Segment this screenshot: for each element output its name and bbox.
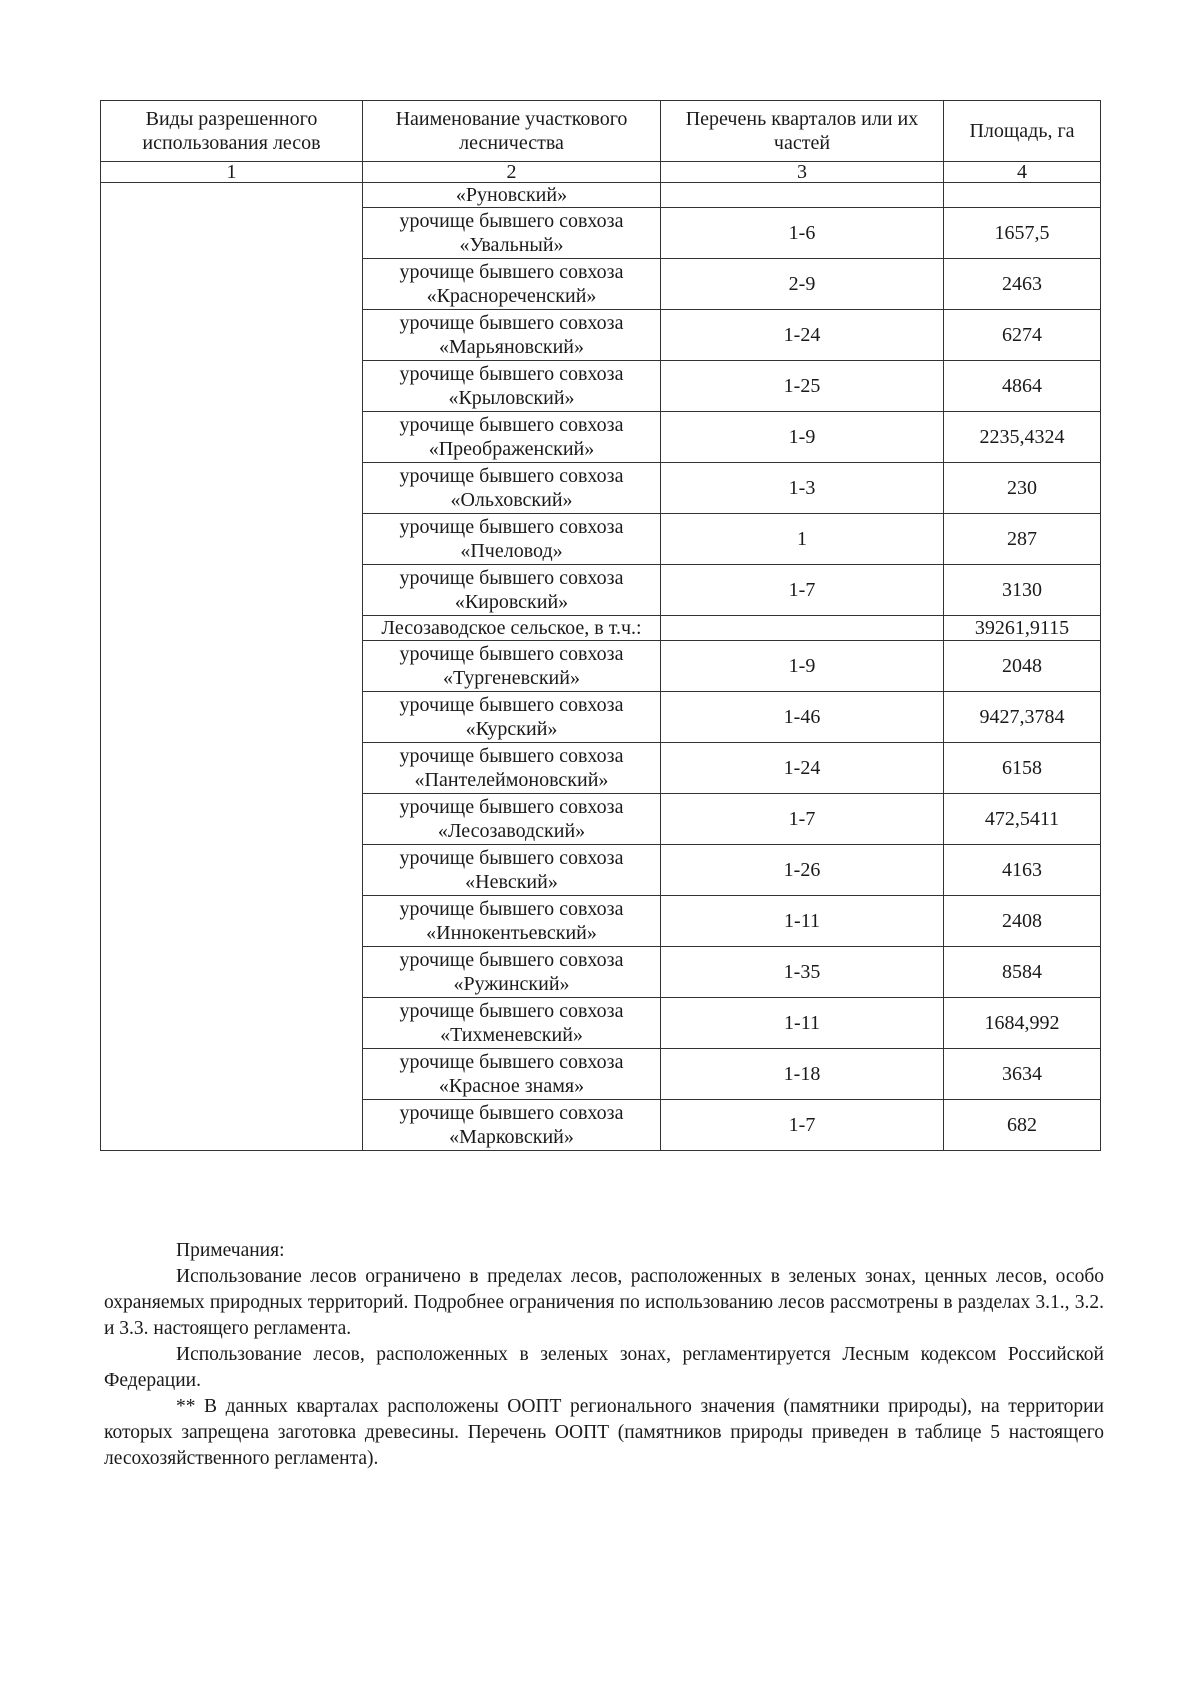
quarters-cell <box>661 183 944 208</box>
area-cell: 2235,4324 <box>944 412 1101 463</box>
forestry-name-cell: урочище бывшего совхоза «Краснореченский» <box>363 259 661 310</box>
area-cell: 682 <box>944 1100 1101 1151</box>
column-number: 1 <box>101 162 363 183</box>
forestry-name-cell: урочище бывшего совхоза «Красное знамя» <box>363 1049 661 1100</box>
note-paragraph: ** В данных кварталах расположены ООПТ регионального значения (памятники природы), на территории которых запрещена заготовка древесины. Перечень ООПТ (памятников природы приведен в таблице 5 настоящего лесохозяйственного регламента). <box>104 1396 1104 1469</box>
area-cell: 2048 <box>944 641 1101 692</box>
quarters-cell <box>661 616 944 641</box>
column-number-row <box>101 162 1101 183</box>
quarters-cell: 1-7 <box>661 1100 944 1151</box>
forestry-name-cell: урочище бывшего совхоза «Крыловский» <box>363 361 661 412</box>
note-paragraph: Использование лесов, расположенных в зеленых зонах, регламентируется Лесным кодексом Российской Федерации. <box>104 1344 1104 1391</box>
quarters-cell: 1-9 <box>661 641 944 692</box>
area-cell: 4163 <box>944 845 1101 896</box>
quarters-cell: 1-6 <box>661 208 944 259</box>
forestry-name-cell: урочище бывшего совхоза «Кировский» <box>363 565 661 616</box>
forestry-name-cell: урочище бывшего совхоза «Марьяновский» <box>363 310 661 361</box>
area-cell <box>944 183 1101 208</box>
use-type-cell <box>101 183 363 1151</box>
forestry-name-cell: урочище бывшего совхоза «Тургеневский» <box>363 641 661 692</box>
area-cell: 3130 <box>944 565 1101 616</box>
table-header-row <box>101 101 1101 162</box>
quarters-cell: 1-3 <box>661 463 944 514</box>
quarters-cell: 1-24 <box>661 310 944 361</box>
area-cell: 1657,5 <box>944 208 1101 259</box>
area-cell: 472,5411 <box>944 794 1101 845</box>
quarters-cell: 1 <box>661 514 944 565</box>
area-cell: 2408 <box>944 896 1101 947</box>
area-cell: 39261,9115 <box>944 616 1101 641</box>
forestry-name-cell: урочище бывшего совхоза «Тихменевский» <box>363 998 661 1049</box>
forestry-name-cell: урочище бывшего совхоза «Пчеловод» <box>363 514 661 565</box>
forestry-name-cell: урочище бывшего совхоза «Увальный» <box>363 208 661 259</box>
quarters-cell: 2-9 <box>661 259 944 310</box>
header-forestry-name: Наименование участкового лесничества <box>363 101 661 162</box>
area-cell: 8584 <box>944 947 1101 998</box>
quarters-cell: 1-25 <box>661 361 944 412</box>
forestry-name-cell: урочище бывшего совхоза «Курский» <box>363 692 661 743</box>
area-cell: 6158 <box>944 743 1101 794</box>
forest-use-table <box>100 100 1101 1151</box>
forestry-name-cell: Лесозаводское сельское, в т.ч.: <box>363 616 661 641</box>
quarters-cell: 1-11 <box>661 896 944 947</box>
forestry-name-cell: урочище бывшего совхоза «Пантелеймоновский» <box>363 743 661 794</box>
area-cell: 1684,992 <box>944 998 1101 1049</box>
forestry-name-cell: урочище бывшего совхоза «Иннокентьевский» <box>363 896 661 947</box>
note-paragraph: Использование лесов ограничено в пределах лесов, расположенных в зеленых зонах, ценных лесов, особо охраняемых природных территорий. Подробнее ограничения по использованию лесов рассмотрены в разделах 3.1., 3.2. и 3.3. настоящего регламента. <box>104 1266 1104 1339</box>
forestry-name-cell: урочище бывшего совхоза «Преображенский» <box>363 412 661 463</box>
quarters-cell: 1-11 <box>661 998 944 1049</box>
area-cell: 4864 <box>944 361 1101 412</box>
notes-section <box>104 1238 1104 1472</box>
forestry-name-cell: урочище бывшего совхоза «Ольховский» <box>363 463 661 514</box>
notes-heading: Примечания: <box>176 1240 285 1261</box>
area-cell: 9427,3784 <box>944 692 1101 743</box>
column-number: 3 <box>661 162 944 183</box>
forestry-name-cell: урочище бывшего совхоза «Лесозаводский» <box>363 794 661 845</box>
area-cell: 6274 <box>944 310 1101 361</box>
quarters-cell: 1-24 <box>661 743 944 794</box>
quarters-cell: 1-26 <box>661 845 944 896</box>
header-quarters: Перечень кварталов или их частей <box>661 101 944 162</box>
quarters-cell: 1-9 <box>661 412 944 463</box>
header-use-type: Виды разрешенного использования лесов <box>101 101 363 162</box>
column-number: 2 <box>363 162 661 183</box>
column-number: 4 <box>944 162 1101 183</box>
area-cell: 230 <box>944 463 1101 514</box>
quarters-cell: 1-18 <box>661 1049 944 1100</box>
quarters-cell: 1-46 <box>661 692 944 743</box>
table-row <box>101 183 1101 208</box>
forestry-name-cell: урочище бывшего совхоза «Ружинский» <box>363 947 661 998</box>
area-cell: 2463 <box>944 259 1101 310</box>
area-cell: 287 <box>944 514 1101 565</box>
quarters-cell: 1-35 <box>661 947 944 998</box>
area-cell: 3634 <box>944 1049 1101 1100</box>
quarters-cell: 1-7 <box>661 565 944 616</box>
forestry-name-cell: «Руновский» <box>363 183 661 208</box>
header-area: Площадь, га <box>944 101 1101 162</box>
forestry-name-cell: урочище бывшего совхоза «Марковский» <box>363 1100 661 1151</box>
quarters-cell: 1-7 <box>661 794 944 845</box>
forestry-name-cell: урочище бывшего совхоза «Невский» <box>363 845 661 896</box>
